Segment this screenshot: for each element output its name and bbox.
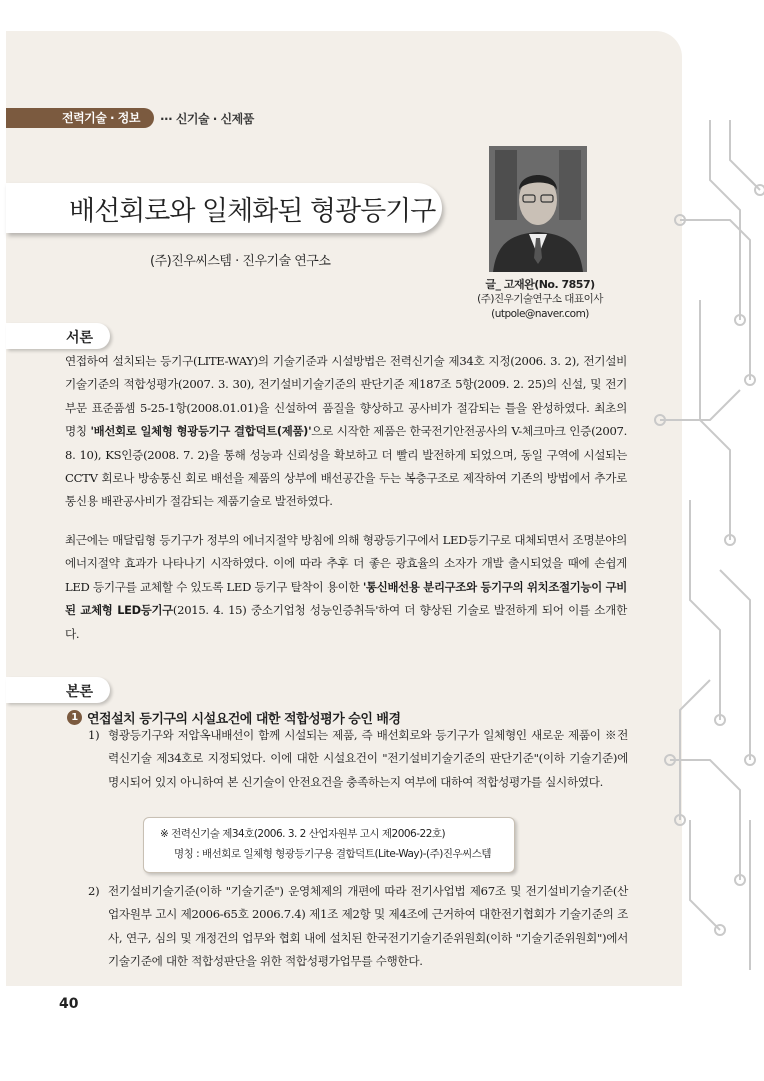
category-bar: [6, 107, 254, 129]
list-item-label: 2): [88, 884, 100, 898]
organization: (주)진우씨스템 · 진우기술 연구소: [150, 254, 331, 269]
note-box: [143, 817, 515, 873]
section-heading-body: 본론: [6, 677, 110, 703]
category-label: 전력기술 · 정보: [6, 108, 154, 128]
subcategory-label: ··· 신기술 · 신제품: [159, 111, 254, 126]
list-item-1: [88, 724, 628, 794]
intro-paragraph-2: 최근에는 매달림형 등기구가 정부의 에너지절약 방침에 의해 형광등기구에서 LED등기구로 대체되면서 조명분야의 에너지절약 효과가 나타나기 시작하였다. 이에 따라 추후 더 좋은 광효율의 소자가 개발 출시되었을 때에 손쉽게 LED 등기구를 교체할 수 있도록 LED 등기구 탈착이 용이한 '통신배선용 분리구조와 등기구의 위치조절기능이 구비된 교체형 LED등기구(2015. 4. 15) 중소기업청 성능인증취득'하여 더 향상된 기술로 발전하게 되어 이를 소개한다.: [65, 533, 628, 641]
author-affiliation: (주)진우기술연구소 대표이사: [477, 293, 603, 305]
author-email[interactable]: (utpole@naver.com): [491, 308, 589, 320]
author-photo: [489, 146, 587, 272]
list-item-text: 형광등기구와 저압옥내배선이 함께 시설되는 제품, 즉 배선회로와 등기구가 일체형인 새로운 제품이 ※전력신기술 제34호로 지정되었다. 이에 대한 시설요건이 "전기설비기술기준의 판단기준"(이하 기술기준)에 명시되어 있지 아니하여 본 신기술이 안전요건을 충족하는지 여부에 대하여 적합성평가를 실시하였다.: [108, 728, 628, 789]
intro-paragraph-1: 연접하여 설치되는 등기구(LITE-WAY)의 기술기준과 시설방법은 전력신기술 제34호 지정(2006. 3. 2), 전기설비기술기준의 적합성평가(2007. 3. 30), 전기설비기술기준의 판단기준 제187조 5항(2009. 2. 25)의 신설, 및 전기부문 표준품셈 5-25-1항(2008.01.01)을 신설하여 품질을 향상하고 공사비가 절감되는 틀을 완성하였다. 최초의 명칭 '배선회로 일체형 형광등기구 결합덕트(제품)'으로 시작한 제품은 한국전기안전공사의 V-체크마크 인증(2007. 8. 10), KS인증(2008. 7. 2)을 통해 성능과 신뢰성을 확보하고 더 빨리 발전하게 되었으며, 동일 구역에 시설되는 CCTV 회로나 방송통신 회로 배선을 제품의 상부에 배선공간을 두는 복층구조로 제작하여 기존의 방법에서 추가로 통신용 배관공사비가 절감되는 제품기술로 발전하였다.: [65, 354, 627, 509]
portrait-image: [489, 146, 587, 272]
list-item-label: 1): [88, 728, 100, 742]
article-title: 배선회로와 일체화된 형광등기구: [69, 196, 436, 227]
number-badge: 1: [67, 710, 82, 725]
title-box: [6, 183, 442, 233]
list-item-2: [88, 880, 628, 974]
page-number: 40: [59, 996, 79, 1012]
section-heading-intro: 서론: [6, 323, 110, 349]
note-line-1: ※ 전력신기술 제34호(2006. 3. 2 산업자원부 고시 제2006-22호): [160, 828, 446, 840]
author-info: [455, 277, 625, 322]
list-item-text: 전기설비기술기준(이하 "기술기준") 운영체제의 개편에 따라 전기사업법 제67조 및 전기설비기술기준(산업자원부 고시 제2006-65호 2006.7.4) 제1조 제2항 및 제4조에 근거하여 대한전기협회가 기술기준의 조사, 연구, 심의 및 개정건의 업무와 협회 내에 설치된 한국전기기술기준위원회(이하 "기술기준위원회")에서 기술기준에 대한 적합성판단을 위한 적합성평가업무를 수행한다.: [108, 884, 628, 969]
subsection-title: 연접설치 등기구의 시설요건에 대한 적합성평가 승인 배경: [87, 712, 401, 727]
note-line-2: 명칭 : 배선회로 일체형 형광등기구용 결합덕트(Lite-Way)-(주)진우씨스템: [174, 848, 492, 860]
author-name: 글_ 고재완(No. 7857): [485, 278, 595, 291]
